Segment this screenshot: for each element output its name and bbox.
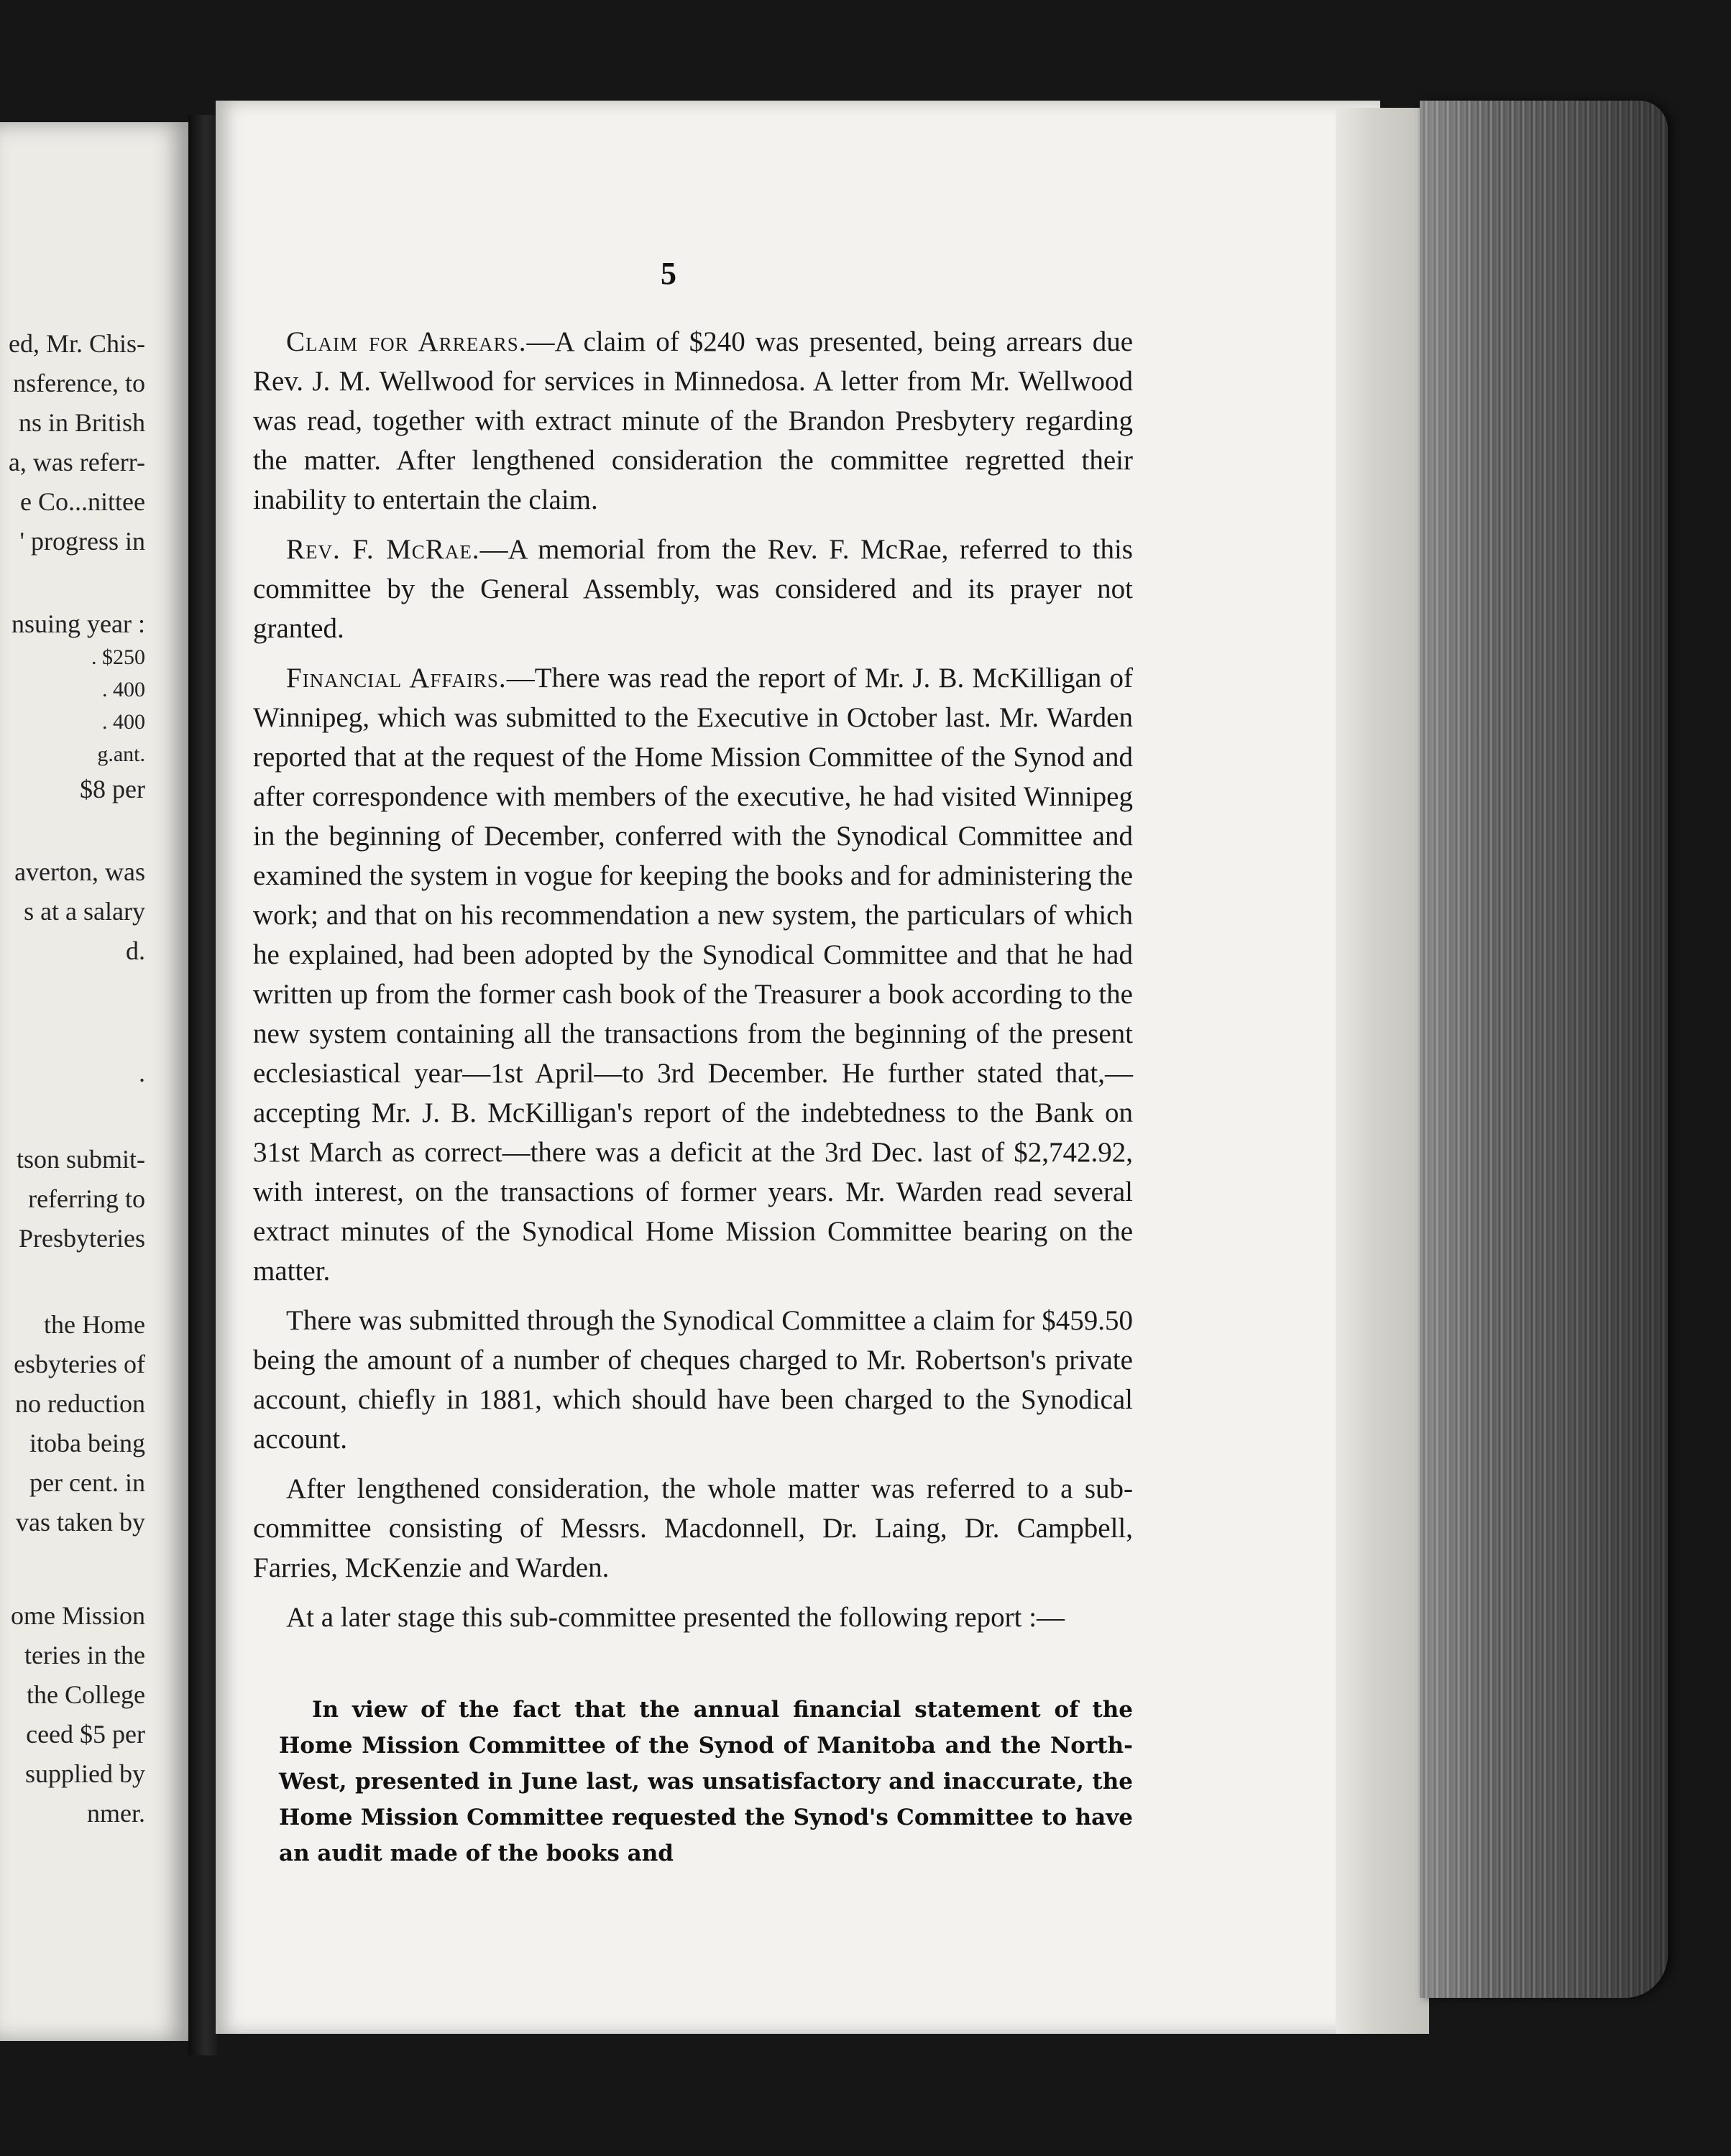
page-edge-light (1336, 108, 1429, 2034)
left-line: nsference, to (13, 369, 145, 397)
book-fore-edge (1420, 101, 1668, 1998)
left-line: per cent. in (29, 1468, 145, 1497)
left-line: . (139, 1059, 145, 1087)
section-heading-arrears: Claim for Arrears. (286, 326, 527, 357)
left-line: esbyteries of (14, 1350, 145, 1378)
left-line: nmer. (87, 1799, 145, 1828)
paragraph-arrears (253, 322, 1133, 520)
left-line: tson submit- (16, 1145, 145, 1174)
paragraph-later-stage: At a later stage this sub-committee presented the following report :— (286, 1602, 1065, 1633)
left-line: supplied by (25, 1759, 145, 1788)
left-line: the College (27, 1680, 145, 1709)
left-line: . 400 (102, 678, 145, 701)
left-line: $8 per (80, 775, 145, 803)
left-line: averton, was (14, 857, 145, 886)
paragraph-claim: There was submitted through the Synodical Committee a claim for $459.50 being the amount of a number of cheques charged to Mr. Robertson's private account, chiefly in 1881, which should have been charged to the Synodical account. (253, 1305, 1133, 1455)
left-line: itoba being (29, 1429, 145, 1457)
left-line: nsuing year : (12, 609, 145, 638)
paragraph-text: —There was read the report of Mr. J. B. McKilligan of Winnipeg, which was submitted to the Executive in October last. Mr. Warden reported that at the request of the Home Mission Committee of the Synod and after correspondence with members of the executive, he had visited Winnipeg in the beginning of December, conferred with the Synodical Committee and examined the system in vogue for keeping the books and for administering the work; and that on his recommendation a new system, the particulars of which he explained, had been adopted by the Synodical Committee and that he had written up from the former cash book of the Treasurer a book according to the new system containing all the transactions from the beginning of the present ecclesiastical year—1st April—to 3rd December. He further stated that,—accepting Mr. J. B. McKilligan's report of the indebtedness to the Bank on 31st March as correct—there was a deficit at the 3rd Dec. last of $2,742.92, with interest, on the transactions of former years. Mr. Warden read several extract minutes of the Synodical Home Mission Committee bearing on the matter. (253, 663, 1133, 1286)
left-line: ed, Mr. Chis- (8, 329, 145, 358)
report-quotation: In view of the fact that the annual financial statement of the Home Mission Committee of the Synod of Manitoba and the North-West, presented in June last, was unsatisfactory and inaccurate, the Home Mission Committee requested the Synod's Committee to have an audit made of the books and (279, 1697, 1133, 1866)
paragraph-text: —A claim of $240 was presented, being arrears due Rev. J. M. Wellwood for services in Minnedosa. A letter from Mr. Wellwood was read, together with extract minute of the Brandon Presbytery regarding the matter. After lengthened consideration the committee regretted their inability to entertain the claim. (253, 326, 1134, 515)
section-heading-financial: Financial Affairs. (286, 663, 507, 694)
left-line: d. (126, 936, 145, 965)
left-line: . 400 (102, 710, 145, 734)
page-number: 5 (661, 256, 676, 291)
paragraph-text: —A memorial from the Rev. F. McRae, referred to this committee by the General Assembly, was considered and its prayer not granted. (253, 534, 1133, 644)
left-line: ome Mission (10, 1601, 145, 1630)
left-line: . $250 (91, 645, 145, 669)
paragraph-mcrae (253, 530, 1133, 648)
paragraph-subcommittee: After lengthened consideration, the whole matter was referred to a sub-committee consisting of Messrs. Macdonnell, Dr. Laing, Dr. Campbell, Farries, McKenzie and Warden. (253, 1473, 1133, 1583)
left-line: s at a salary (24, 897, 145, 926)
left-line: a, was referr- (8, 448, 145, 476)
body-text (253, 322, 1133, 1647)
paragraph-financial (253, 658, 1133, 1291)
left-line: ' progress in (19, 527, 145, 556)
left-line: ns in British (18, 408, 145, 437)
left-line: ceed $5 per (26, 1720, 145, 1749)
left-line: e Co...nittee (20, 487, 145, 516)
book-gutter (188, 115, 217, 2055)
left-line: referring to (28, 1184, 145, 1213)
previous-page-fragment (0, 122, 188, 2041)
left-line: the Home (44, 1310, 145, 1339)
section-heading-mcrae: Rev. F. McRae. (286, 534, 480, 565)
left-line: g.ant. (97, 742, 145, 766)
left-line: Presbyteries (19, 1224, 145, 1253)
left-line: teries in the (24, 1641, 145, 1669)
left-line: no reduction (15, 1389, 145, 1418)
left-line: vas taken by (16, 1508, 145, 1537)
